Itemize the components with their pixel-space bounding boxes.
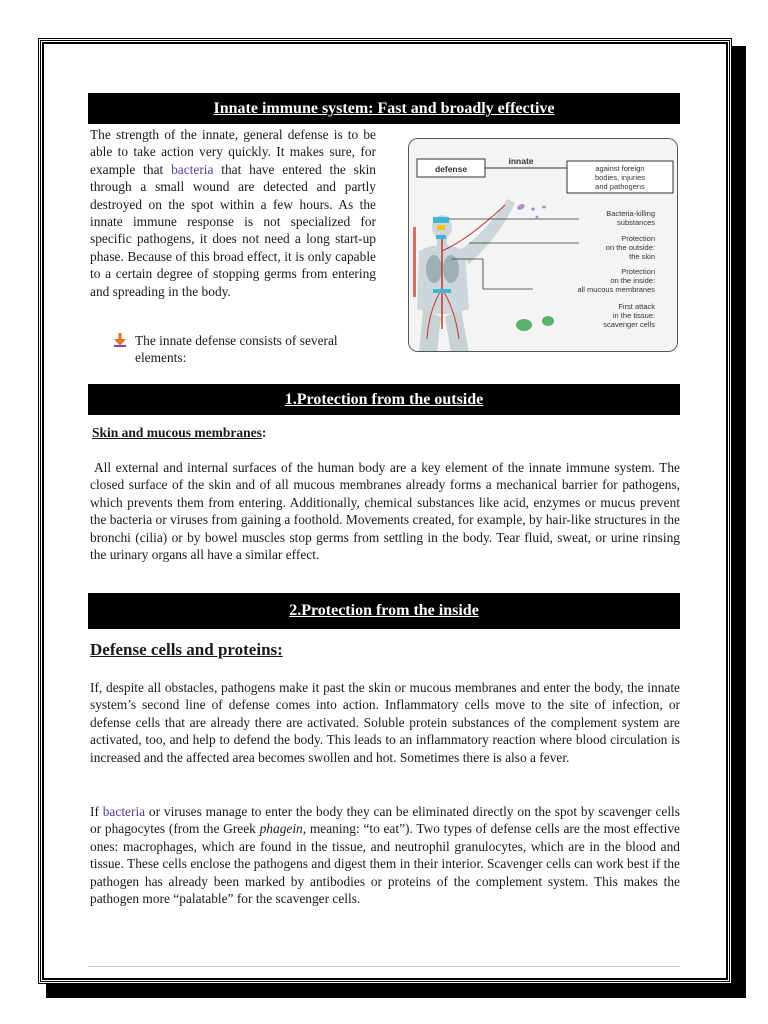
intro-text-2: that have entered the skin through a small wound are detected and partly destroyed on the spot within a few hours. As the innate immune response is not specialized for specific pathogens, it does not need a long start-up phase. Because of this broad effect, it is only capable to a certain degree of stopping germs from entering and spreading in the body. <box>90 161 376 299</box>
skin-heading-colon: : <box>261 425 267 440</box>
bacteria-link-2[interactable]: bacteria <box>102 804 146 819</box>
heading-outside: 1.Protection from the outside <box>284 391 484 408</box>
figure-protection-outside-3: the skin <box>629 252 655 261</box>
figure-protection-inside-3: all mucous membranes <box>577 285 655 294</box>
down-arrow-bullet-icon <box>114 333 126 347</box>
innate-defense-figure <box>408 138 678 352</box>
inside-p2-text-2: or viruses manage to enter the body they can be eliminated directly on the spot by scavenger cells or phagocytes (from the Greek <box>90 804 680 837</box>
defense-subheading: Defense cells and proteins: <box>90 640 283 659</box>
footer-divider <box>88 966 680 967</box>
skin-heading-text: Skin and mucous membranes <box>92 425 262 440</box>
figure-first-attack-1: First attack <box>618 302 655 311</box>
heading-outside-bar <box>88 384 680 415</box>
figure-protection-outside-2: on the outside: <box>605 243 655 252</box>
figure-first-attack-3: scavenger cells <box>603 320 655 329</box>
figure-defense-label: defense <box>434 164 468 174</box>
heading-inside: 2.Protection from the inside <box>289 602 479 619</box>
bacteria-link[interactable]: bacteria <box>171 161 214 177</box>
heading-innate-bar <box>88 93 680 124</box>
figure-against-2: bodies, injuries <box>594 173 646 182</box>
inside-paragraph-2 <box>90 803 680 907</box>
figure-bacteria-killing-1: Bacteria-killing <box>606 209 655 218</box>
figure-against-3: and pathogens <box>595 182 645 191</box>
inside-paragraph-1: If, despite all obstacles, pathogens make it past the skin or mucous membranes and enter the body, the innate system’s second line of defense comes into action. Inflammatory cells move to the site of infection, or defense cells that are already there are activated. Soluble protein substances of the complement system are activated, too, and help to defend the body. This leads to an inflammatory reaction where blood circulation is increased and the affected area becomes swollen and hot. Sometimes there is also a fever. <box>90 680 680 765</box>
skin-subheading <box>92 425 266 441</box>
heading-inside-bar <box>88 593 680 629</box>
figure-protection-inside-2: on the inside: <box>610 276 655 285</box>
innate-defense-diagram <box>409 139 678 352</box>
skin-paragraph: All external and internal surfaces of the human body are a key element of the innate immune system. The closed surface of the skin and of all mucous membranes already forms a mechanical barrier for pathogens, which prevents them from entering. Additionally, chemical substances like acid, enzymes or mucus prevent the bacteria or viruses from gaining a foothold. Movements created, for example, by hair-like structures in the bronchi (cilia) or by bowel muscles stop germs from settling in the body. Tear fluid, sweat, or urine rinsing the urinary organs all have a similar effect. <box>90 460 680 563</box>
inside-p2-text-3: meaning: “to eat”). Two types of defense cells are the most effective ones: macrophages, which are found in the tissue, and neutrophil granulocytes, which are in the blood and tissue. These cells enclose the pathogens and digest them in their interior. Scavenger cells can work best if the pathogen has already been marked by antibodies or proteins of the complement system. This makes the pathogen more “palatable” for the scavenger cells. <box>90 821 680 907</box>
figure-bacteria-killing-2: substances <box>617 218 655 227</box>
inside-p2-text-1: If <box>90 804 103 819</box>
intro-paragraph <box>90 126 376 300</box>
intro-text-1: The strength of the innate, general defense is to be able to take action very quickly. It makes sure, for example that <box>90 127 376 177</box>
figure-protection-outside-1: Protection <box>621 234 655 243</box>
bullet-text: The innate defense consists of several elements: <box>135 333 338 366</box>
bullet-item <box>114 332 376 367</box>
figure-innate-label: innate <box>508 156 534 166</box>
figure-protection-inside-1: Protection <box>621 267 655 276</box>
heading-innate: Innate immune system: Fast and broadly effective <box>213 100 555 117</box>
greek-word: phagein, <box>259 821 307 837</box>
figure-first-attack-2: in the tissue: <box>612 311 655 320</box>
figure-against-1: against foreign <box>595 164 645 173</box>
